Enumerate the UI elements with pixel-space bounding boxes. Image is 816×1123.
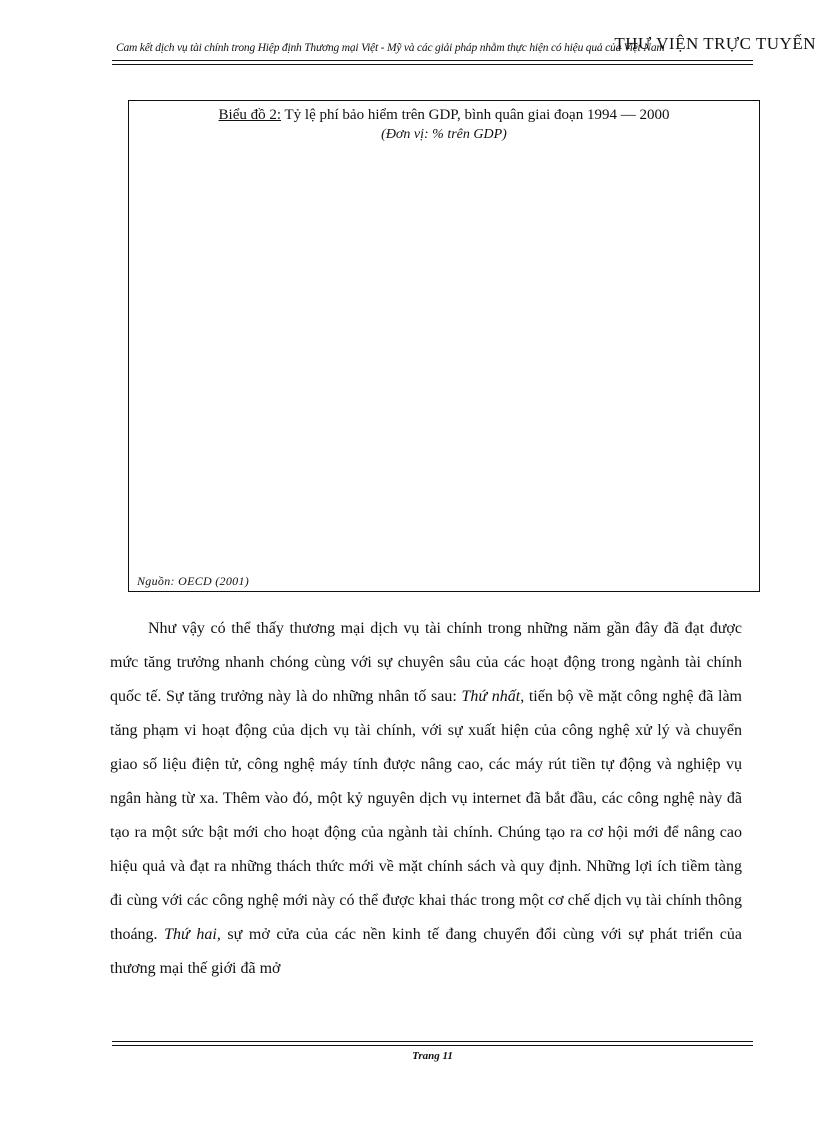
page-number: Trang 11 [412,1050,453,1062]
emphasis-second: Thứ hai [164,926,217,943]
running-title: Cam kết dịch vụ tài chính trong Hiệp định Thương mại Việt - Mỹ và các giải pháp nhằm thực hiện có hiệu quả của Việt Nam [116,42,665,54]
page-header [112,30,816,64]
chart-frame [128,100,760,592]
chart-plot-area [139,151,749,561]
paragraph-text-3: , sự mở cửa của các nền kinh tế đang chuyển đổi cùng với sự phát triển của thương mại thế giới đã mở [110,926,742,977]
footer-rule-double [112,1045,753,1046]
paragraph-text-1: Như vậy có thể thấy thương mại dịch vụ tài chính trong những năm gần đây đã đạt được mức tăng trưởng nhanh chóng cùng với sự chuyên sâu của các hoạt động trong ngành tài chính quốc tế. Sự tăng trưởng này là do những nhân tố sau: [110,620,742,705]
chart-source: Nguồn: OECD (2001) [137,574,250,588]
emphasis-first: Thứ nhất [461,688,521,705]
header-rule-double [112,64,753,65]
library-watermark: THƯ VIỆN TRỰC TUYẾN [614,34,816,53]
chart-label: Biểu đồ 2: [218,107,282,123]
paragraph-text-2: , tiến bộ về mặt công nghệ đã làm tăng phạm vi hoạt động của dịch vụ tài chính, với sự xuất hiện của công nghệ xử lý và chuyển giao số liệu điện tử, công nghệ máy tính được nâng cao, các máy rút tiền tự động và nghiệp vụ ngân hàng từ xa. Thêm vào đó, một kỷ nguyên dịch vụ internet đã bắt đầu, các công nghệ này đã tạo ra một sức bật mới cho hoạt động của ngành tài chính. Chúng tạo ra cơ hội mới để nâng cao hiệu quả và đạt ra những thách thức mới về mặt chính sách và quy định. Những lợi ích tiềm tàng đi cùng với các công nghệ mới này có thể được khai thác trong một cơ chế dịch vụ tài chính thông thoáng. [110,688,742,943]
chart-title-text: Tỷ lệ phí bảo hiểm trên GDP, bình quân giai đoạn 1994 — 2000 [281,107,670,123]
paragraph [110,612,742,986]
footer-rule [112,1041,753,1042]
chart-unit: (Đơn vị: % trên GDP) [381,127,507,142]
header-rule [112,60,753,61]
chart-title [129,107,759,124]
body-text [110,612,742,986]
